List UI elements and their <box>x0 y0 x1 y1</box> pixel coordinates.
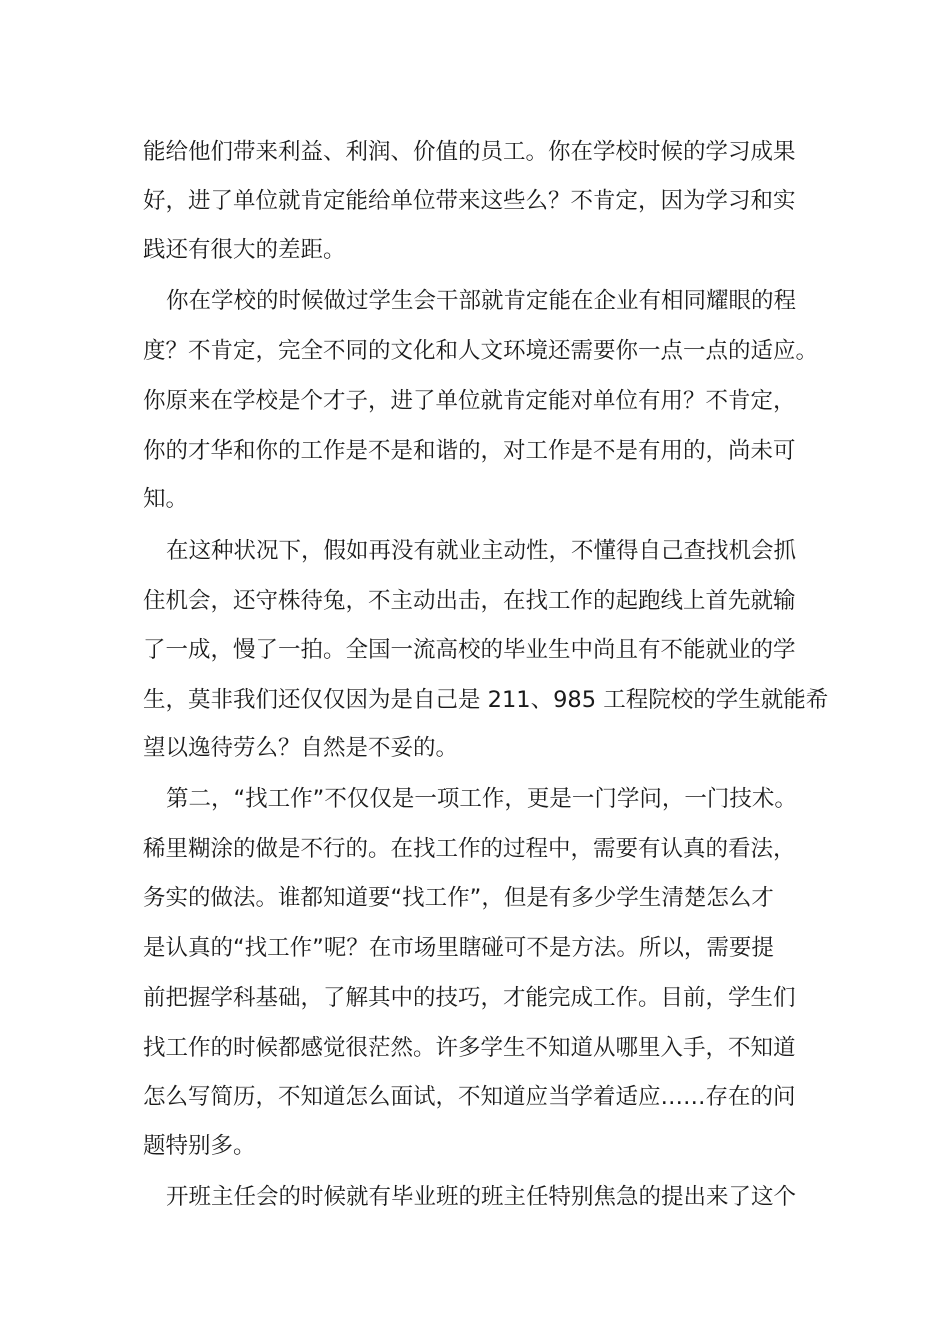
text-line: 知。 <box>143 486 189 512</box>
text-line: 是认真的“找工作”呢？在市场里瞎碰可不是方法。所以，需要提 <box>143 935 774 961</box>
paragraph-start-line: 第二，“找工作”不仅仅是一项工作，更是一门学问，一门技术。 <box>166 786 797 812</box>
paragraph-start-line: 你在学校的时候做过学生会干部就肯定能在企业有相同耀眼的程 <box>166 288 797 314</box>
paragraph-start-line: 开班主任会的时候就有毕业班的班主任特别焦急的提出来了这个 <box>166 1184 797 1210</box>
text-line: 找工作的时候都感觉很茫然。许多学生不知道从哪里入手，不知道 <box>143 1035 796 1061</box>
text-line: 住机会，还守株待兔，不主动出击，在找工作的起跑线上首先就输 <box>143 588 796 614</box>
paragraph-start-line: 在这种状况下，假如再没有就业主动性，不懂得自己查找机会抓 <box>166 538 797 564</box>
text-line: 好，进了单位就肯定能给单位带来这些么？不肯定，因为学习和实 <box>143 188 796 214</box>
text-line: 务实的做法。谁都知道要“找工作”，但是有多少学生清楚怎么才 <box>143 885 774 911</box>
text-line: 你的才华和你的工作是不是和谐的，对工作是不是有用的，尚未可 <box>143 438 796 464</box>
text-line: 题特别多。 <box>143 1133 256 1159</box>
text-line: 望以逸待劳么？自然是不妥的。 <box>143 735 459 761</box>
text-line: 度？不肯定，完全不同的文化和人文环境还需要你一点一点的适应。 <box>143 338 819 364</box>
text-line: 你原来在学校是个才子，进了单位就肯定能对单位有用？不肯定， <box>143 388 796 414</box>
text-line: 了一成，慢了一拍。全国一流高校的毕业生中尚且有不能就业的学 <box>143 637 796 663</box>
text-line: 能给他们带来利益、利润、价值的员工。你在学校时候的学习成果 <box>143 139 796 165</box>
text-line: 生，莫非我们还仅仅因为是自己是 211、985 工程院校的学生就能希 <box>143 687 829 713</box>
text-line: 稀里糊涂的做是不行的。在找工作的过程中，需要有认真的看法， <box>143 836 796 862</box>
text-line: 践还有很大的差距。 <box>143 237 346 263</box>
text-line: 前把握学科基础，了解其中的技巧，才能完成工作。目前，学生们 <box>143 985 796 1011</box>
text-line: 怎么写简历，不知道怎么面试，不知道应当学着适应……存在的问 <box>143 1084 796 1110</box>
